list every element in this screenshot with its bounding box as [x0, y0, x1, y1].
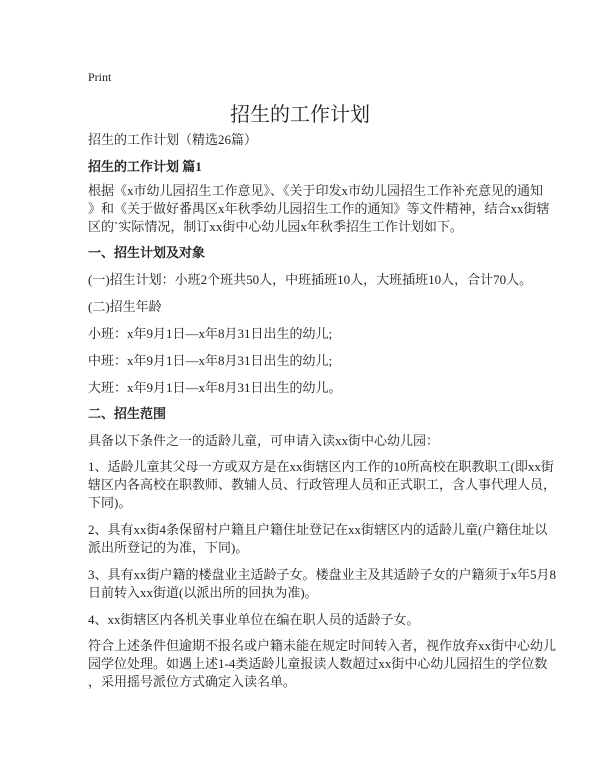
closing-paragraph [88, 637, 557, 691]
text-line: 2、具有xx街4条保留村户籍且户籍住址登记在xx街辖区内的适龄儿童(户籍住址以 [88, 522, 548, 537]
subtitle: 招生的工作计划（精选26篇） [88, 132, 258, 147]
page-title: 招生的工作计划 [230, 104, 370, 126]
section-heading: 招生的工作计划 篇1 [88, 159, 202, 174]
scope-item-1 [88, 458, 557, 512]
heading-scope: 二、招生范围 [88, 406, 167, 421]
text-line: 符合上述条件但逾期不报名或户籍未能在规定时间转入者，视作放弃xx街中心幼儿 [88, 638, 557, 653]
text-line: 园学位处理。如遇上述1-4类适龄儿童报读人数超过xx街中心幼儿园招生的学位数 [88, 656, 548, 671]
text-line: 辖区内各高校在职教师、教辅人员、行政管理人员和正式职工，含人事代理人员， [88, 477, 557, 492]
scope-item-4: 4、xx街辖区内各机关事业单位在编在职人员的适龄子女。 [88, 612, 420, 627]
age-middle-class: 中班：x年9月1日—x年8月31日出生的幼儿; [88, 353, 333, 368]
intro-paragraph [88, 182, 550, 236]
text-line: 1、适龄儿童其父母一方或双方是在xx街辖区内工作的10所高校在职教职工(即xx街 [88, 459, 554, 474]
age-heading: (二)招生年龄 [88, 299, 162, 314]
plan-paragraph: (一)招生计划：小班2个班共50人，中班插班10人，大班插班10人，合计70人。 [88, 272, 533, 287]
print-link[interactable]: Print [88, 70, 112, 84]
scope-item-3 [88, 566, 557, 602]
text-line: ，采用摇号派位方式确定入读名单。 [88, 674, 297, 689]
text-line: 3、具有xx街户籍的楼盘业主适龄子女。楼盘业主及其适龄子女的户籍须于x年5月8 [88, 567, 557, 582]
age-large-class: 大班：x年9月1日—x年8月31日出生的幼儿。 [88, 380, 342, 395]
text-line: 下同)。 [88, 495, 132, 510]
heading-plan-targets: 一、招生计划及对象 [88, 245, 206, 260]
scope-intro: 具备以下条件之一的适龄儿童，可申请入读xx街中心幼儿园： [88, 433, 440, 448]
scope-item-2 [88, 521, 548, 557]
text-line: 根据《x市幼儿园招生工作意见》、《关于印发x市幼儿园招生工作补充意见的通知 [88, 183, 544, 198]
text-line: 派出所登记的为准，下同)。 [88, 540, 249, 555]
text-line: 》和《关于做好番禺区x年秋季幼儿园招生工作的通知》等文件精神，结合xx街辖 [88, 201, 550, 216]
text-line: 区的`实际情况，制订xx街中心幼儿园x年秋季招生工作计划如下。 [88, 219, 463, 234]
text-line: 日前转入xx街道(以派出所的回执为准)。 [88, 585, 318, 600]
age-small-class: 小班：x年9月1日—x年8月31日出生的幼儿; [88, 326, 333, 341]
